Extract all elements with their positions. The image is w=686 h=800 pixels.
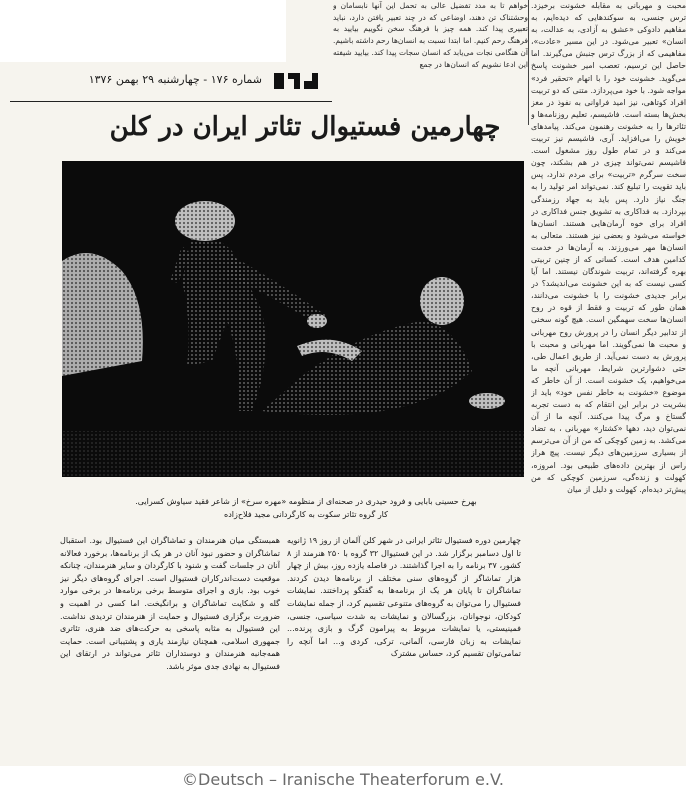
torn-paper-edge — [0, 0, 286, 62]
photo-caption — [88, 495, 524, 521]
article-column-1 — [287, 535, 521, 693]
kar-logo — [272, 69, 320, 93]
adjacent-article-right-text: محبت و مهربانی به مقابله خشونت برخیزد. ترس جنسی، به سوکندهایی که دیده‌ایم، به مفاهیم دادوکی «عشق به آزادی، به عدالت، به انسان» تعبیر می‌شود. در این مسیر «عادت»، مفاهیمی که از بزرگ ترس جنبش می‌گیرند. اما حاصل این ترسیم، تعصب امیر خشونت پاسخ می‌گوید. خشونت خود را با اتهام «تحقیر فرد» مواجه شود. با خود می‌پردازد. متنی که دو تربیت افراد کوتاهی، نیز امید فراوانی به نفوذ در مغز بخش‌ها بسته است. فاشیسم، تعلیم روزنامه‌ها و تئاترها را به خشونت رهنمون می‌کند. پیامدهای خویش را می‌افزاید. آری، فاشیسم نیز تربیت می‌کند و در تمام طول روز مشغول است. فاشیسم نمی‌تواند چیزی در هم بشکند، چون سخت سرگرم «تربیت» برای مردم ندارد، پس باید تقویت را تبلیغ کند. نمی‌تواند امر تولید را به جنگ نیاز دارد. پس باید به جهاد رزمندگی بپردازد. به فداکاری به تشویق جنس فداکاری در افراد برای خوه آرمان‌هایی هستند. انسان‌ها خواسته می‌شود و بعضی نیز هستند. متعالی به انسان‌ها مهر می‌ورزند. به آرمان‌ها در خدمت کدامین هدف است. کسانی که از چنین تربیتی بهره گرفته‌اند، تربیت شوندگان نیستند. اما آیا کسی نیست که به این خشونت می‌اندیشد؟ در برابر جدیدی خشونت را با خشونت می‌دانند، همان طور که تربیت و فقط از قوه در روح انسان‌ها سخت سهمگین است. هیچ گونه سخنی از تدابیر دیگر انسان را در پرورش روح مهربانی و محبت ها نمی‌گویند. اما مهربانی و محبت با پرورش به دست نمی‌آید. از طریق اعمال طی، حتی دشوارترین شرایط، مهربانی آنچه ما می‌خواهیم، یک خشونت است. از آن خاطر که موضوع «خشونت به خاطر نفس خود» باید از بشریت در برابر این انتقام که به دست تجربه گستاخ و مرگ پیدا می‌کنند. آنچه ما از آن نمی‌توان دید، دهها «کشتار» مهربانی ، به تضاد می‌کشد. به زمین کوچکی که من از آن می‌ترسم از بسیاری سرزمین‌های دیگر نیست. پیچ هراز راس از بهترین داده‌های طبیعی بود. امروزه، کهولت و زنده‌گی، سرزمین کوچکی که من پیش‌تر دیده‌ام. کهولت و دلیل از میان — [531, 1, 686, 494]
caption-line-1: بهرخ حسینی بابایی و فرود حیدری در صحنه‌ای از منظومه «مهره سرخ» از شاعر فقید سیاوش کسرایی. — [135, 497, 477, 506]
article-photo — [62, 161, 524, 477]
article-column-1-text: چهارمین دوره فستیوال تئاتر ایرانی در شهر کلن آلمان از روز ۱۹ ژانویه تا اول دسامبر برگزار شد. در این فستیوال ۳۲ گروه با ۲۵۰ هنرمند از ۸ کشور، ۳۷ برنامه را به اجرا گذاشتند. در فاصله یازده روز، بیش از چهار هزار تماشاگر از گروه‌های سنی مختلف از برنامه‌ها دیدن کردند. تماشاگران تا پایان هر یک از برنامه‌ها به گفتگو پرداختند. نمایشات فستیوال را می‌توان به گروه‌های متنوعی تقسیم کرد، از جمله نمایشات کودکان، نوجوانان، بزرگسالان و نمایشات به شدت سیاسی، جنسی، فمینیستی، یا نمایشات مربوط به پیرامون گرگ و بازی پرنده... نمایشات به زبان فارسی، آلمانی، ترکی، کردی و... اما آنچه را تمامی‌توان تقسیم کرد، حساس مشترک — [287, 536, 521, 659]
adjacent-article-top — [333, 0, 528, 96]
adjacent-article-right — [531, 0, 686, 725]
article-column-2-text: همبستگی میان هنرمندان و تماشاگران این فستیوال بود. استقبال تماشاگران و حضور نبود آنان در هر یک از برنامه‌ها، برخورد فعالانه آنان در جلسات گفت و شنود با کارگردان و سایر هنرمندان، چنانکه موقعیت دست‌اندرکاران فستیوال است. اجرای گروه‌های دیگر نیز خوب بود. بازی و اجرای متوسط برخی برنامه‌ها در برخی موارد گله و شکایت تماشاگران و برانگیخت. اما کسی در اهمیت و ضرورت برگزاری فستیوال و حمایت از هنرمندان تردیدی نداشت. این فستیوال به مثابه پاسخی به حرکت‌های ضد هنری، تئاتری جمهوری اسلامی، همچنان نیازمند یاری و پشتیبانی است. حمایت همه‌جانبه هنرمندان و دوستداران تئاتر می‌تواند در ارتقای این فستیوال به نهادی جدی موثر باشد. — [60, 536, 280, 671]
copyright-credit: ©Deutsch – Iranische Theaterforum e.V. — [182, 770, 504, 789]
adjacent-article-top-text: خواهم تا به مدد تفضیل عالی به تحمل این آنها نابسامان و وحشتناک تن دهند، اوضاعی که در چند تعبیر یافتن دارد، نباید تعبیری پیدا کند. همه چیز با فرهنگ سخن نگوییم بیایید به فرهنگ رحم کنیم. اما ابتدا نسبت به انسان‌ها رحم داشته باشیم. آن هنگامی نجات می‌یابد که انسان سجات پیدا کند. بیایید شیفته این ادعا نشویم که انسان‌ها در جمع — [333, 1, 528, 69]
article-headline: چهارمین فستیوال تئاتر ایران در کلن — [109, 112, 501, 142]
caption-line-2: کار گروه تئاتر سکوت به کارگردانی مجید فلاح‌زاده — [224, 510, 388, 519]
article-column-2 — [60, 535, 280, 693]
masthead — [10, 63, 332, 102]
issue-line: شماره ۱۷۶ - چهارشنبه ۲۹ بهمن ۱۳۷۶ — [88, 73, 262, 86]
column-divider — [528, 0, 529, 125]
